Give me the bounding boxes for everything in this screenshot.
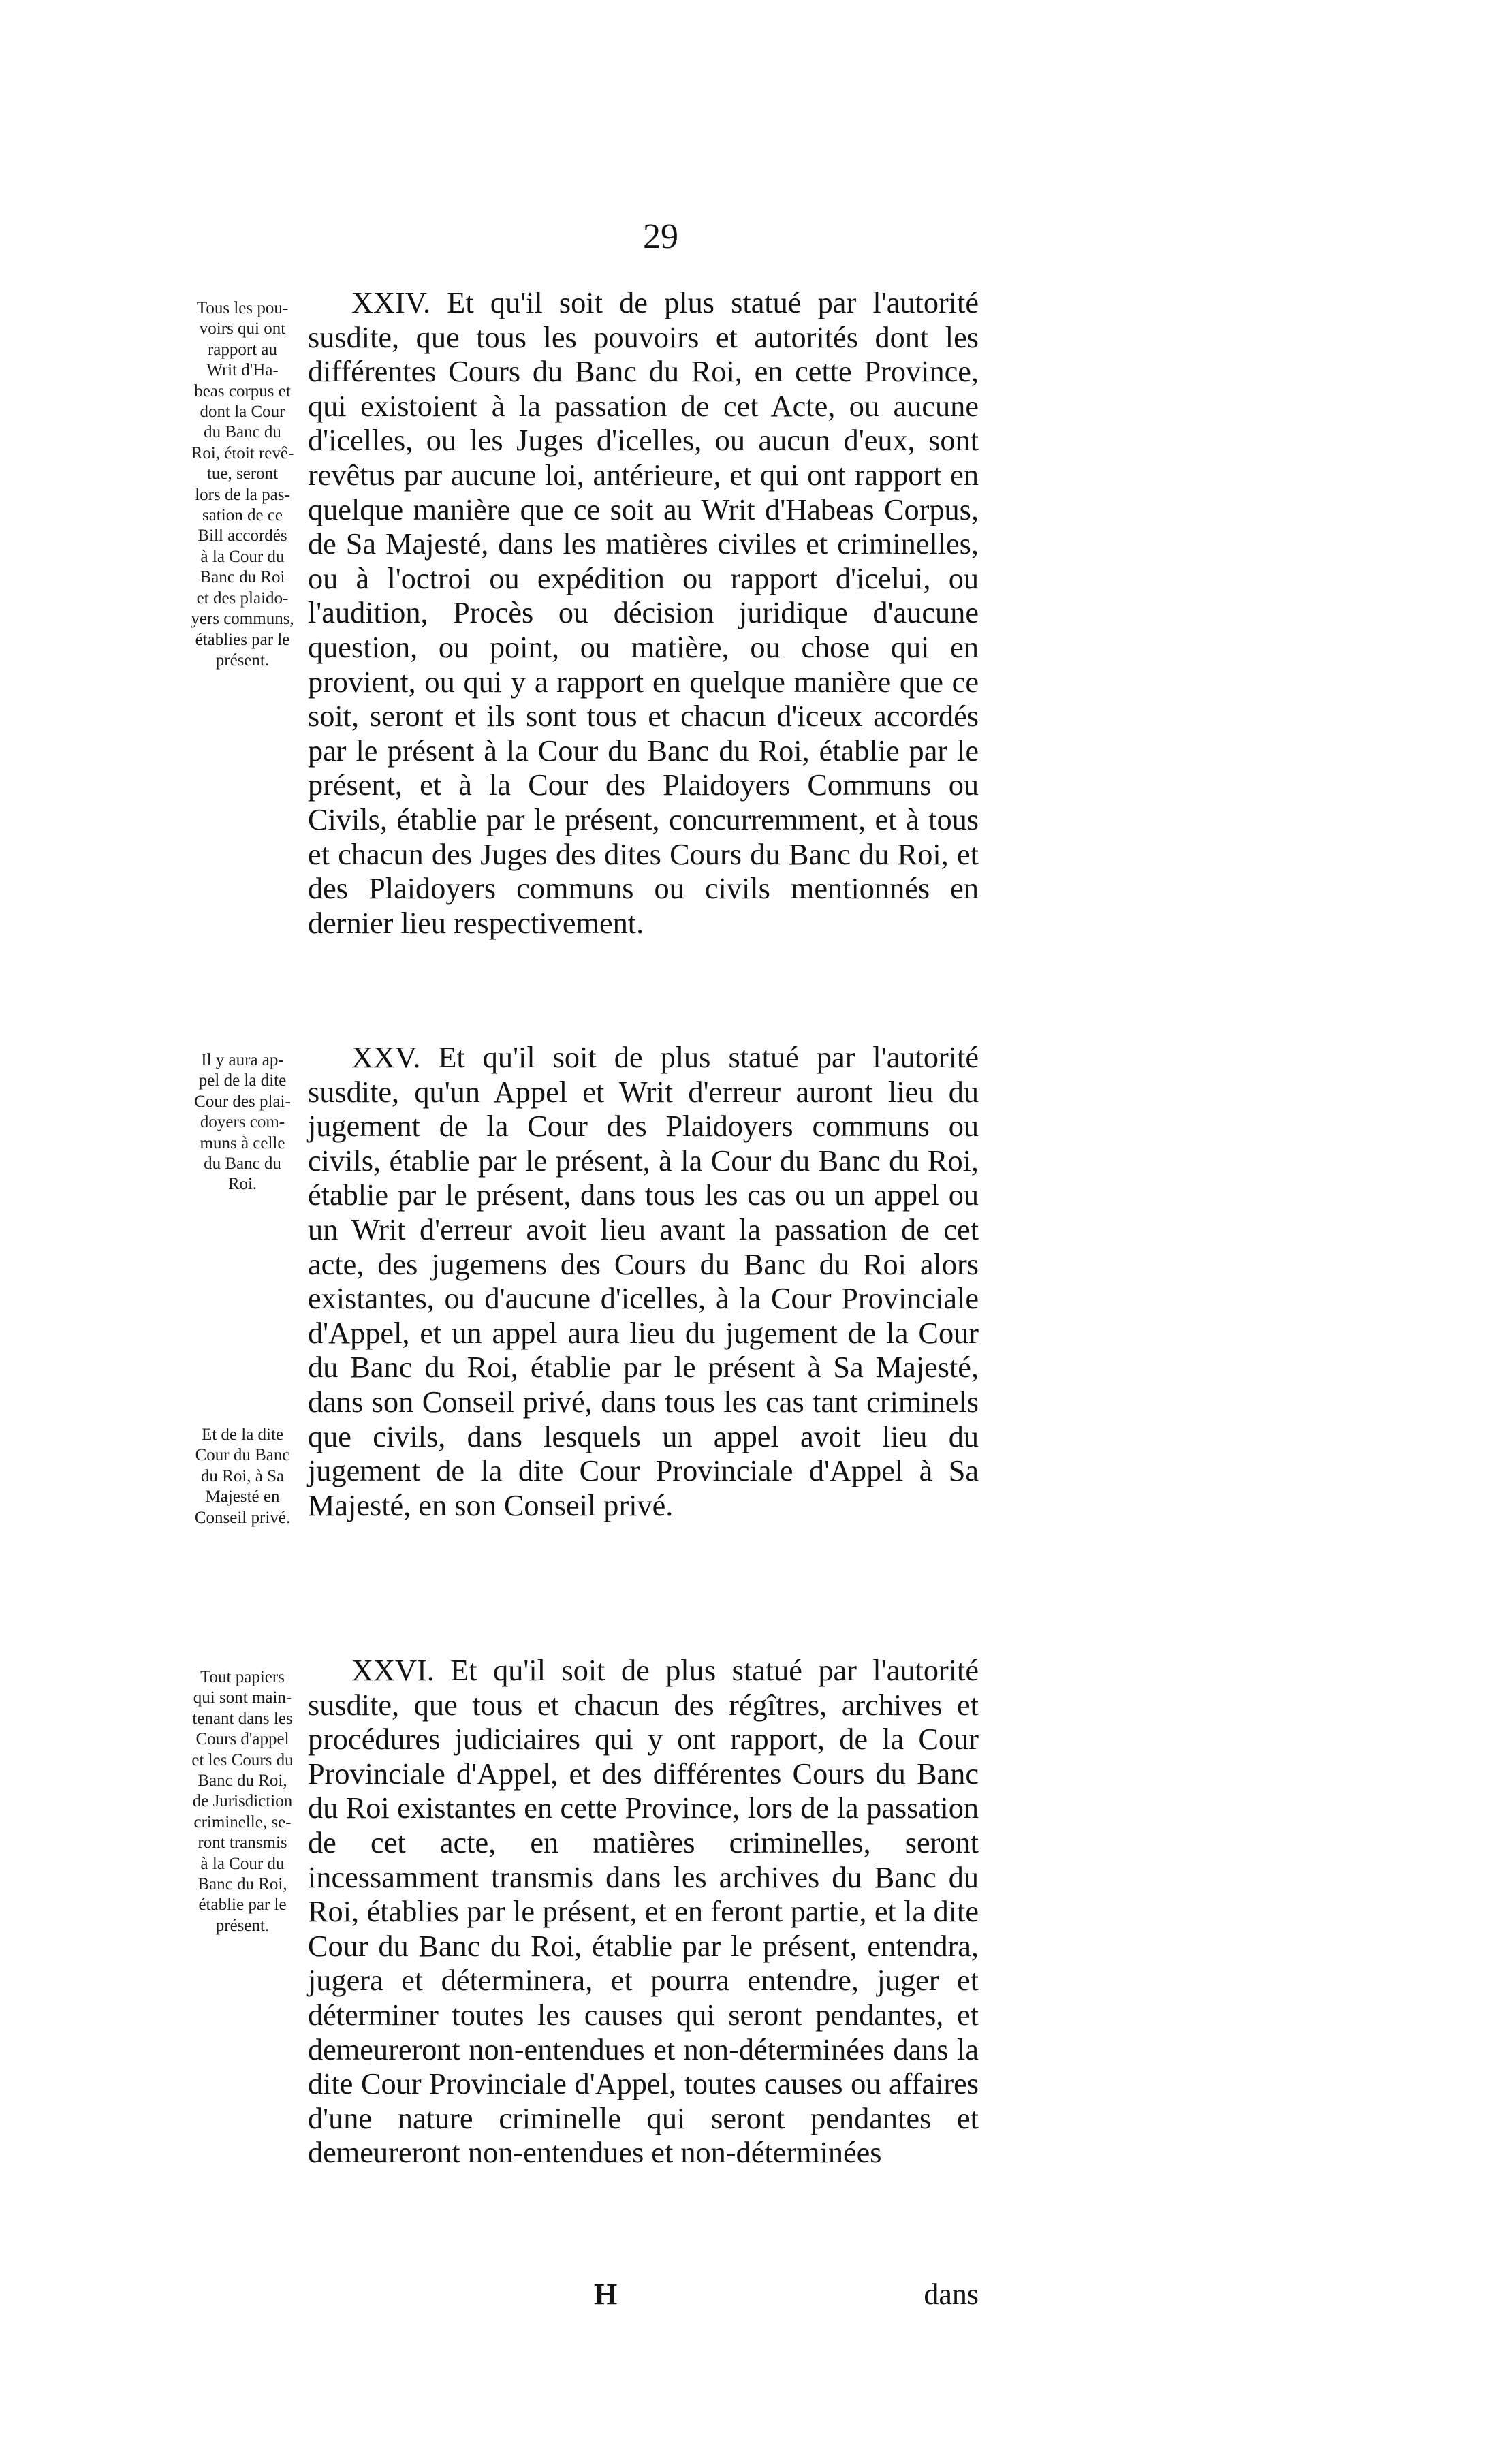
section-xxvi <box>308 1654 979 2171</box>
margin-note-appeal-plaidoyers: Il y aura ap- pel de la dite Cour des plai- doyers com- muns à celle du Banc du Roi. <box>194 1051 291 1194</box>
page-number: 29 <box>643 217 678 256</box>
signature-mark: H <box>594 2278 618 2311</box>
section-xxiv <box>308 286 979 941</box>
margin-note-conseil-prive: Et de la dite Cour du Banc du Roi, à Sa Majesté en Conseil privé. <box>194 1426 291 1527</box>
margin-note-papiers-transmis: Tout papiers qui sont main- tenant dans les Cours d'appel et les Cours du Banc du Roi, de Jurisdiction criminelle, se- ront transmis à la Cour du Banc du Roi, établie par le présent. <box>191 1668 294 1935</box>
section-xxv <box>308 1041 979 1523</box>
section-xxvi-text: XXVI. Et qu'il soit de plus statué par l'autorité susdite, que tous et chacun des régîtres, archives et procédures judiciaires qui y ont rapport, de la Cour Provinciale d'Appel, et des différentes Cours du Banc du Roi existantes en cette Province, lors de la passation de cet acte, en matières criminelles, seront incessamment transmis dans les archives du Banc du Roi, établies par le présent, et en feront partie, et la dite Cour du Banc du Roi, établie par le présent, entendra, jugera et déterminera, et pourra entendre, juger et déterminer toutes les causes qui seront pendantes, et demeureront non-entendues et non-déterminées dans la dite Cour Provinciale d'Appel, toutes causes ou affaires d'une nature criminelle qui seront pendantes et demeureront non-entendues et non-déterminées <box>308 1654 979 2170</box>
section-xxiv-text: XXIV. Et qu'il soit de plus statué par l'autorité susdite, que tous les pouvoirs et autorités dont les différentes Cours du Banc du Roi, en cette Province, qui existoient à la passation de cet Acte, ou aucune d'icelles, ou les Juges d'icelles, ou aucun d'eux, sont revêtus par aucune loi, antérieure, et qui ont rapport en quelque manière que ce soit au Writ d'Habeas Corpus, de Sa Majesté, dans les matières civiles et criminelles, ou à l'octroi ou expédition ou rapport d'icelui, ou l'audition, Procès ou décision juridique d'aucune question, ou point, ou matière, ou chose qui en provient, ou qui y a rapport en quelque manière que ce soit, seront et ils sont tous et chacun d'iceux accordés par le présent à la Cour du Banc du Roi, établie par le présent, et à la Cour des Plaidoyers Communs ou Civils, établie par le présent, concurremment, et à tous et chacun des Juges des dites Cours du Banc du Roi, et des Plaidoyers communs ou civils mentionnés en dernier lieu respectivement. <box>308 286 979 940</box>
margin-note-habeas-corpus: Tous les pou- voirs qui ont rapport au Writ d'Ha- beas corpus et dont la Cour du Banc du Roi, étoit revê- tue, seront lors de la pas- sation de ce Bill accordés à la Cour du Banc du Roi et des plaido- yers communs, établies par le présent. <box>191 299 294 670</box>
section-xxv-text: XXV. Et qu'il soit de plus statué par l'autorité susdite, qu'un Appel et Writ d'erreur auront lieu du jugement de la Cour des Plaidoyers communs ou civils, établie par le présent, à la Cour du Banc du Roi, établie par le présent, dans tous les cas ou un appel ou un Writ d'erreur avoit lieu avant la passation de cet acte, des jugemens des Cours du Banc du Roi alors existantes, ou d'aucune d'icelles, à la Cour Provinciale d'Appel, et un appel aura lieu du jugement de la Cour du Banc du Roi, établie par le présent à Sa Majesté, dans son Conseil privé, dans tous les cas tant criminels que civils, dans lesquels un appel avoit lieu du jugement de la dite Cour Provinciale d'Appel à Sa Majesté, en son Conseil privé. <box>308 1041 979 1522</box>
catchword: dans <box>924 2278 979 2311</box>
